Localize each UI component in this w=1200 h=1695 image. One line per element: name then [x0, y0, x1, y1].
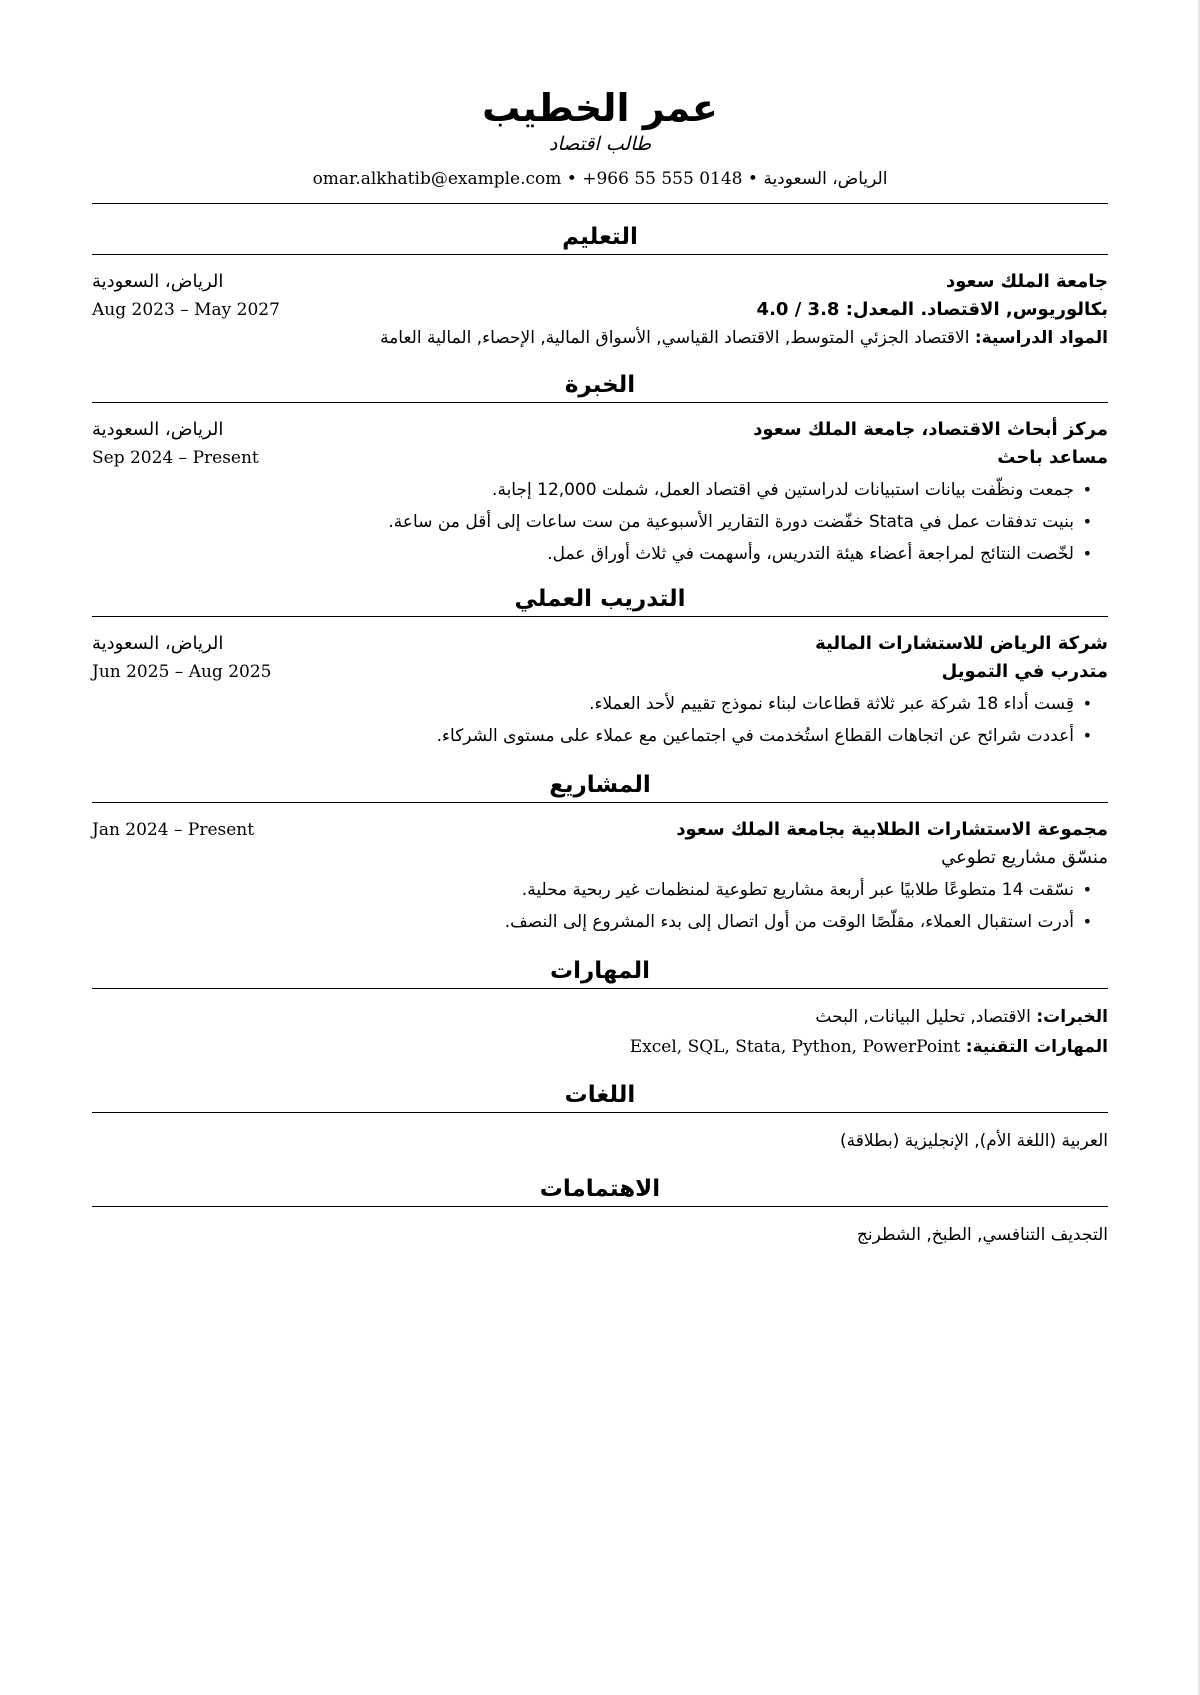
languages-section — [92, 1080, 1108, 1156]
experience-dates: Sep 2024 – Present — [92, 448, 259, 468]
tech-skills-line — [92, 1032, 1108, 1062]
section-heading-internship: التدريب العملي — [92, 584, 1108, 617]
candidate-name: عمر الخطيب — [482, 86, 718, 130]
project-bullets — [92, 874, 1108, 938]
section-heading-projects: المشاريع — [92, 770, 1108, 803]
list-item: • بنيت تدفقات عمل في Stata خفّضت دورة التقارير الأسبوعية من ست ساعات إلى أقل من ساعة. — [92, 506, 1092, 538]
languages-text: العربية (اللغة الأم), الإنجليزية (بطلاقة) — [840, 1131, 1108, 1151]
list-item: • أدرت استقبال العملاء، مقلّصًا الوقت من أول اتصال إلى بدء المشروع إلى النصف. — [92, 906, 1092, 938]
experience-location: الرياض، السعودية — [92, 419, 224, 440]
courses-list: الاقتصاد الجزئي المتوسط, الاقتصاد القياسي, الأسواق المالية, الإحصاء, المالية العامة — [380, 328, 970, 348]
contact-email: omar.alkhatib@example.com — [312, 169, 562, 189]
school-name: جامعة الملك سعود — [946, 271, 1108, 292]
section-heading-skills: المهارات — [92, 956, 1108, 989]
tech-skills-label: المهارات التقنية: — [965, 1037, 1108, 1057]
list-item: • قِست أداء 18 شركة عبر ثلاثة قطاعات لبناء نموذج تقييم لأحد العملاء. — [92, 688, 1092, 720]
resume-header — [92, 84, 1108, 204]
internship-bullets — [92, 688, 1108, 752]
interests-text: التجديف التنافسي, الطبخ, الشطرنج — [856, 1225, 1108, 1245]
contact-phone: +966 55 555 0148 — [582, 169, 743, 189]
internship-entry — [92, 630, 1108, 752]
list-item: • نسّقت 14 متطوعًا طلابيًا عبر أربعة مشاريع تطوعية لمنظمات غير ربحية محلية. — [92, 874, 1092, 906]
section-heading-education: التعليم — [92, 222, 1108, 255]
school-location: الرياض، السعودية — [92, 271, 224, 292]
degree: بكالوريوس, الاقتصاد. المعدل: 3.8 / 4.0 — [756, 299, 1108, 320]
courses-label: المواد الدراسية: — [974, 328, 1108, 348]
candidate-title: طالب اقتصاد — [548, 133, 652, 155]
contact-location: الرياض، السعودية — [763, 169, 888, 189]
interests-section — [92, 1174, 1108, 1250]
list-item: • جمعت ونظّفت بيانات استبيانات لدراستين في اقتصاد العمل، شملت 12,000 إجابة. — [92, 474, 1092, 506]
header-divider — [92, 203, 1108, 204]
internship-section — [92, 584, 1108, 752]
education-entry — [92, 268, 1108, 352]
skills-section — [92, 956, 1108, 1062]
contact-separator: • — [566, 169, 577, 189]
contact-line — [92, 168, 1108, 190]
project-org: مجموعة الاستشارات الطلابية بجامعة الملك سعود — [676, 819, 1108, 840]
resume-page — [92, 70, 1108, 1250]
section-heading-experience: الخبرة — [92, 370, 1108, 403]
expertise-list: الاقتصاد, تحليل البيانات, البحث — [815, 1007, 1031, 1027]
education-section — [92, 222, 1108, 352]
interests-entry — [92, 1220, 1108, 1250]
experience-org: مركز أبحاث الاقتصاد، جامعة الملك سعود — [753, 419, 1108, 440]
skills-entry — [92, 1002, 1108, 1062]
experience-entry — [92, 416, 1108, 570]
internship-org: شركة الرياض للاستشارات المالية — [815, 633, 1108, 654]
project-role: منسّق مشاريع تطوعي — [941, 847, 1108, 868]
internship-role: متدرب في التمويل — [941, 661, 1108, 682]
experience-bullets — [92, 474, 1108, 570]
internship-dates: Jun 2025 – Aug 2025 — [92, 662, 272, 682]
experience-section — [92, 370, 1108, 570]
projects-entry — [92, 816, 1108, 938]
section-heading-interests: الاهتمامات — [92, 1174, 1108, 1207]
expertise-line — [92, 1002, 1108, 1032]
languages-entry — [92, 1126, 1108, 1156]
internship-location: الرياض، السعودية — [92, 633, 224, 654]
project-dates: Jan 2024 – Present — [92, 820, 255, 840]
list-item: • لخّصت النتائج لمراجعة أعضاء هيئة التدريس، وأسهمت في ثلاث أوراق عمل. — [92, 538, 1092, 570]
projects-section — [92, 770, 1108, 938]
list-item: • أعددت شرائح عن اتجاهات القطاع استُخدمت في اجتماعين مع عملاء على مستوى الشركاء. — [92, 720, 1092, 752]
courses-line — [92, 324, 1108, 352]
section-heading-languages: اللغات — [92, 1080, 1108, 1113]
tech-skills-list: Excel, SQL, Stata, Python, PowerPoint — [629, 1037, 961, 1057]
contact-separator: • — [747, 169, 758, 189]
expertise-label: الخبرات: — [1036, 1007, 1108, 1027]
education-dates: Aug 2023 – May 2027 — [92, 300, 280, 320]
experience-role: مساعد باحث — [997, 447, 1108, 468]
